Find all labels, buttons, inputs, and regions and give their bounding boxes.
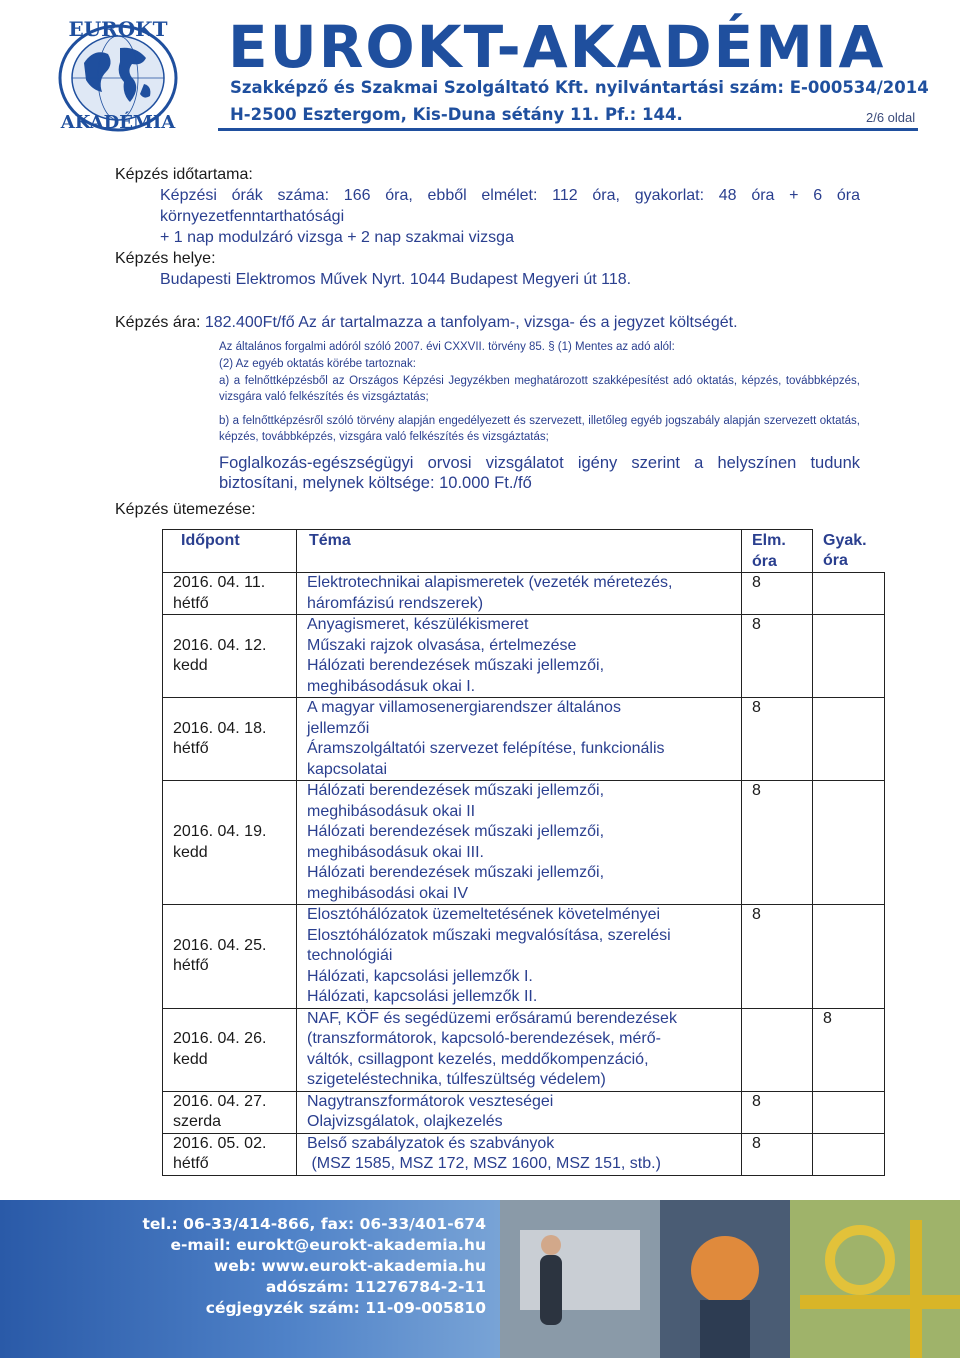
schedule-practice-hours [813,905,885,1009]
col-header-date: Időpont [163,530,297,573]
footer-tax: adószám: 11276784-2-11 [265,1278,486,1296]
vat-law-note [115,339,860,445]
page-number: 2/6 oldal [866,110,916,125]
law-line-2: (2) Az egyéb oktatás körébe tartoznak: [219,358,416,370]
price-line [115,312,860,333]
schedule-practice-hours [813,1091,885,1133]
schedule-weekday: hétfő [173,957,209,975]
schedule-weekday: kedd [173,1050,208,1068]
schedule-date-cell [163,781,297,905]
schedule-practice-hours [813,698,885,781]
footer-email: e-mail: eurokt@eurokt-akademia.hu [170,1236,486,1254]
schedule-body [163,573,885,1176]
schedule-practice-hours: 8 [813,1008,885,1091]
schedule-topic-line: Nagytranszformátorok veszteségei [307,1092,554,1110]
schedule-practice-hours [813,781,885,905]
schedule-row [163,698,885,781]
schedule-topic-line: váltók, csillagpont kezelés, meddőkompenzáció, [307,1050,649,1068]
schedule-topic-line: meghibásodásuk okai I. [307,677,476,695]
schedule-date-cell [163,573,297,615]
schedule-date-cell [163,1133,297,1175]
schedule-topic-line: Hálózati berendezések műszaki jellemzői, [307,864,605,881]
schedule-topic-cell [297,1008,742,1091]
schedule-date-cell [163,905,297,1009]
col-header-elm-1: Elm. [752,532,786,549]
schedule-topic-line: Műszaki rajzok olvasása, értelmezése [307,636,577,654]
schedule-topic-line: Anyagismeret, készülékismeret [307,616,529,633]
schedule-topic-line: A magyar villamosenergiarendszer általános [307,699,621,716]
schedule-weekday: hétfő [173,1155,209,1172]
schedule-theory-hours: 8 [742,698,813,781]
schedule-practice-hours [813,1133,885,1175]
schedule-theory-hours [742,1008,813,1091]
schedule-topic-line: meghibásodásuk okai II [307,802,476,820]
schedule-topic-line: Hálózati berendezések műszaki jellemzői, [307,657,605,674]
duration-line-2: környezetfenntarthatósági [160,208,345,225]
schedule-date: 2016. 04. 25. [173,936,267,954]
schedule-weekday: hétfő [173,594,209,612]
schedule-practice-hours [813,573,885,615]
schedule-date-cell [163,698,297,781]
schedule-header-row [163,530,885,573]
schedule-topic-line: Hálózati, kapcsolási jellemzők II. [307,988,538,1005]
schedule-topic-cell [297,781,742,905]
col-header-gyak [813,530,885,573]
law-para-a: a) a felnőttképzésből az Országos Képzési Jegyzékben meghatározott szakképesítést adó oktatás, képzés, továbbképzés, vizsgára való felkészítés és vizsgáztatás; [219,375,860,403]
schedule-date-cell [163,1008,297,1091]
schedule-topic-cell [297,905,742,1009]
schedule-weekday: hétfő [173,740,209,757]
schedule-topic-line: Olajvizsgálatok, olajkezelés [307,1113,503,1130]
footer-phone: tel.: 06-33/414-866, fax: 06-33/401-674 [142,1215,486,1233]
schedule-topic-line: technológiái [307,947,393,964]
price-value: 182.400Ft/fő Az ár tartalmazza a tanfolyam-, vizsga- és a jegyzet költségét. [204,314,738,331]
footer-registry: cégjegyzék szám: 11-09-005810 [205,1299,486,1317]
schedule-topic-line: (transzformátorok, kapcsoló-berendezések, mérő- [307,1030,661,1047]
price-label: Képzés ára: [115,314,201,331]
duration-line-1: Képzési órák száma: 166 óra, ebből elmélet: 112 óra, gyakorlat: 48 óra + 6 óra [160,187,860,204]
schedule-theory-hours: 8 [742,1091,813,1133]
schedule-weekday: szerda [173,1113,222,1130]
schedule-theory-hours: 8 [742,781,813,905]
schedule-topic-line: szigeteléstechnika, túlfeszültség védelem) [307,1071,606,1088]
schedule-topic-cell [297,615,742,698]
law-para-b: b) a felnőttképzésről szóló törvény alapján engedélyezett és szervezett, illetőleg egyéb jogszabály alapján szervezett oktatás, képzés, továbbképzés, vizsgára való felkészítés és vizsgáztatás; [219,415,860,443]
schedule-weekday: kedd [173,843,208,861]
schedule-topic-line: Elosztóhálózatok üzemeltetésének követelményei [307,906,661,923]
schedule-theory-hours: 8 [742,1133,813,1175]
page-header [0,0,960,140]
footer-web: web: www.eurokt-akademia.hu [213,1257,486,1275]
schedule-date: 2016. 04. 11. [173,574,266,591]
schedule-topic-line: Áramszolgáltatói szervezet felépítése, funkcionális [307,740,665,757]
duration-block [115,185,860,248]
col-header-topic: Téma [297,530,742,573]
location-value: Budapesti Elektromos Művek Nyrt. 1044 Budapest Megyeri út 118. [160,271,632,288]
schedule-label: Képzés ütemezése: [115,501,256,518]
schedule-topic-line: háromfázisú rendszerek) [307,594,484,612]
schedule-date: 2016. 04. 27. [173,1092,267,1110]
col-header-gyak-1: Gyak. [823,531,867,549]
brand-address: H-2500 Esztergom, Kis-Duna sétány 11. Pf.: 144. [230,105,683,124]
schedule-topic-line: Hálózati berendezések műszaki jellemzői, [307,823,605,840]
schedule-topic-line: kapcsolatai [307,760,388,778]
schedule-topic-line: Hálózati, kapcsolási jellemzők I. [307,967,533,985]
schedule-topic-cell [297,1133,742,1175]
schedule-row [163,1133,885,1175]
schedule-row [163,573,885,615]
schedule-theory-hours: 8 [742,615,813,698]
schedule-topic-cell [297,1091,742,1133]
location-label: Képzés helye: [115,250,216,267]
schedule-row [163,1008,885,1091]
schedule-practice-hours [813,615,885,698]
schedule-date-cell [163,615,297,698]
schedule-row [163,905,885,1009]
schedule-topic-line: meghibásodási okai IV [307,884,468,902]
schedule-table [162,529,885,1176]
col-header-elm-2: óra [752,552,777,570]
footer-contact [0,1214,486,1319]
logo-top-text: EUROKT [68,18,168,41]
duration-line-3: + 1 nap modulzáró vizsga + 2 nap szakmai vizsga [160,229,514,246]
col-header-elm [742,530,813,573]
schedule-topic-line: jellemzői [307,719,370,737]
brand-subtitle: Szakképző és Szakmai Szolgáltató Kft. nyilvántartási szám: E-000534/2014 [230,78,929,97]
schedule-row [163,615,885,698]
logo-bottom-text: AKADÉMIA [60,112,176,133]
eurokt-logo [28,18,208,136]
schedule-theory-hours: 8 [742,905,813,1009]
schedule-topic-cell [297,698,742,781]
schedule-weekday: kedd [173,657,208,674]
schedule-date: 2016. 04. 19. [173,823,267,840]
schedule-date: 2016. 05. 02. [173,1134,267,1152]
schedule-date: 2016. 04. 26. [173,1030,267,1047]
law-line-1: Az általános forgalmi adóról szóló 2007. évi CXXVII. törvény 85. § (1) Mentes az adó alól: [219,341,675,353]
schedule-date: 2016. 04. 12. [173,636,267,654]
schedule-topic-line: Elosztóhálózatok műszaki megvalósítása, szerelési [307,926,671,944]
schedule-topic-line: meghibásodásuk okai III. [307,843,484,861]
schedule-topic-line: (MSZ 1585, MSZ 172, MSZ 1600, MSZ 151, stb.) [307,1155,661,1172]
header-divider [218,128,918,131]
schedule-date: 2016. 04. 18. [173,719,267,737]
schedule-row [163,1091,885,1133]
schedule-topic-cell [297,573,742,615]
col-header-gyak-2: óra [823,552,848,569]
health-check-note: Foglalkozás-egészségügyi orvosi vizsgálatot igény szerint a helyszínen tudunk biztosítani, melynek költsége: 10.000 Ft./fő [219,454,860,492]
schedule-topic-line: Elektrotechnikai alapismeretek (vezeték méretezés, [307,574,673,591]
footer-photo-collage [500,1200,960,1358]
schedule-theory-hours: 8 [742,573,813,615]
schedule-topic-line: Hálózati berendezések műszaki jellemzői, [307,782,605,799]
duration-label: Képzés időtartama: [115,166,253,183]
page-footer [0,1200,960,1358]
schedule-row [163,781,885,905]
schedule-topic-line: NAF, KÖF és segédüzemi erősáramú berendezések [307,1009,677,1027]
schedule-date-cell [163,1091,297,1133]
document-body [115,164,860,520]
schedule-topic-line: Belső szabályzatok és szabványok [307,1134,555,1152]
brand-title: EUROKT-AKADÉMIA [228,13,886,81]
